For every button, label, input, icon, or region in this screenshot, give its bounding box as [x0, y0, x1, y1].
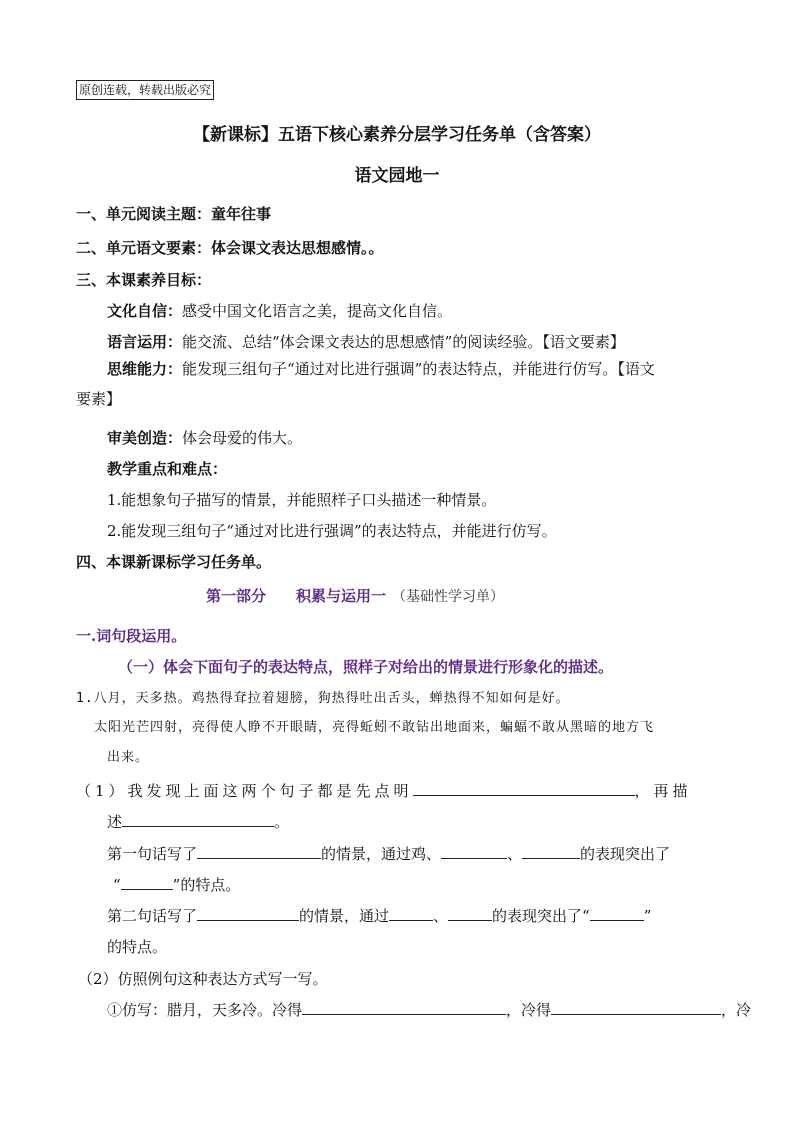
key-points-heading: 教学重点和难点： — [107, 460, 228, 478]
section-task-sheet: 四、本课新课标学习任务单。 — [76, 553, 272, 571]
goal-text: 感受中国文化语言之美，提高文化自信。 — [182, 302, 453, 320]
goal-text: 能发现三组句子“通过对比进行强调”的表达特点，并能进行仿写。【语文 — [182, 360, 655, 378]
example-sentence-2: 太阳光芒四射，亮得使人睁不开眼睛，亮得蚯蚓不敢钻出地面来，蝙蝠不敢从黑暗的地方飞 — [94, 720, 655, 735]
goal-text: 体会母爱的伟大。 — [182, 429, 303, 447]
prompt-text: 述 — [107, 813, 123, 831]
prompt-text: ，再描 — [634, 782, 692, 800]
prompt-text: 的情景，通过 — [299, 907, 390, 925]
prompt-text: ，冷得 — [506, 1001, 552, 1019]
answer-blank[interactable] — [197, 844, 321, 859]
question-subheading: （一）体会下面句子的表达特点，照样子对给出的情景进行形象化的描述。 — [118, 658, 614, 676]
sentence-one-analysis-cont — [113, 874, 240, 895]
prompt-text: 的表现突出了 — [580, 845, 671, 863]
sentence-one-analysis — [107, 843, 670, 864]
key-point-item: 2.能发现三组句子“通过对比进行强调”的表达特点，并能进行仿写。 — [107, 522, 557, 540]
part-subtitle-text: 积累与运用一 — [296, 587, 387, 605]
prompt-text: 第二句话写了 — [107, 907, 198, 925]
answer-blank[interactable] — [448, 906, 492, 921]
answer-blank[interactable] — [590, 906, 644, 921]
sentence-two-analysis — [107, 905, 651, 926]
prompt-text: 第一句话写了 — [107, 845, 198, 863]
imitation-writing — [107, 999, 751, 1020]
document-title: 【新课标】五语下核心素养分层学习任务单（含答案） — [193, 125, 601, 145]
section-label: 一、单元阅读主题： — [76, 205, 212, 223]
prompt-text: 、 — [507, 845, 523, 863]
question-heading: 一.词句段运用。 — [76, 627, 187, 645]
goal-thinking-ability-cont: 要素】 — [76, 390, 122, 408]
prompt-text: ”的特点。 — [172, 876, 241, 894]
part-one-title — [206, 585, 504, 606]
goal-aesthetic — [107, 427, 302, 448]
goal-text: 能交流、总结“体会课文表达的思想感情”的阅读经验。【语文要素】 — [182, 333, 625, 351]
answer-blank[interactable] — [122, 812, 274, 827]
answer-blank[interactable] — [121, 875, 173, 890]
prompt-text: “ — [113, 876, 121, 894]
prompt-text: （1）我发现上面这两个句子都是先点明 — [76, 782, 413, 800]
section-value: 童年往事 — [211, 205, 272, 223]
question-part-1 — [76, 780, 692, 801]
example-sentence-2-cont: 出来。 — [107, 750, 150, 765]
prompt-text: 的表现突出了“ — [492, 907, 590, 925]
section-label: 二、单元语文要素： — [76, 239, 212, 257]
key-point-item: 1.能想象句子描写的情景，并能照样子口头描述一种情景。 — [107, 491, 497, 509]
answer-blank[interactable] — [302, 1000, 506, 1015]
prompt-text: 的情景，通过鸡、 — [321, 845, 442, 863]
goal-label: 文化自信： — [107, 302, 183, 320]
answer-blank[interactable] — [413, 781, 635, 796]
goal-thinking-ability — [107, 358, 655, 379]
goal-language-use — [107, 331, 625, 352]
answer-blank[interactable] — [551, 1000, 721, 1015]
goal-label: 语言运用： — [107, 333, 183, 351]
section-unit-theme — [76, 203, 271, 224]
document-subtitle: 语文园地一 — [354, 166, 440, 186]
prompt-text: ，冷 — [721, 1001, 752, 1019]
goal-label: 审美创造： — [107, 429, 183, 447]
goal-cultural-confidence — [107, 300, 452, 321]
answer-blank[interactable] — [522, 844, 580, 859]
prompt-text: 、 — [433, 907, 449, 925]
goal-label: 思维能力： — [107, 360, 183, 378]
example-sentence-1: 1.八月，天多热。鸡热得耷拉着翅膀，狗热得吐出舌头，蝉热得不知如何是好。 — [76, 691, 570, 706]
part-note: （基础性学习单） — [392, 589, 505, 605]
question-part-2: （2）仿照例句这种表达方式写一写。 — [78, 970, 328, 988]
answer-blank[interactable] — [389, 906, 433, 921]
question-part-1-cont — [107, 811, 289, 832]
answer-blank[interactable] — [441, 844, 507, 859]
prompt-text: ①仿写：腊月，天多冷。冷得 — [107, 1001, 303, 1019]
prompt-text: ” — [643, 907, 652, 925]
copyright-notice: 原创连载，转载出版必究 — [76, 80, 214, 100]
section-goals-heading: 三、本课素养目标： — [76, 271, 212, 289]
section-value: 体会课文表达思想感情。。 — [211, 239, 384, 257]
section-unit-element — [76, 237, 384, 258]
prompt-text: 。 — [274, 813, 290, 831]
answer-blank[interactable] — [197, 906, 299, 921]
sentence-two-analysis-cont: 的特点。 — [107, 938, 168, 956]
part-title-text: 第一部分 — [206, 587, 267, 605]
